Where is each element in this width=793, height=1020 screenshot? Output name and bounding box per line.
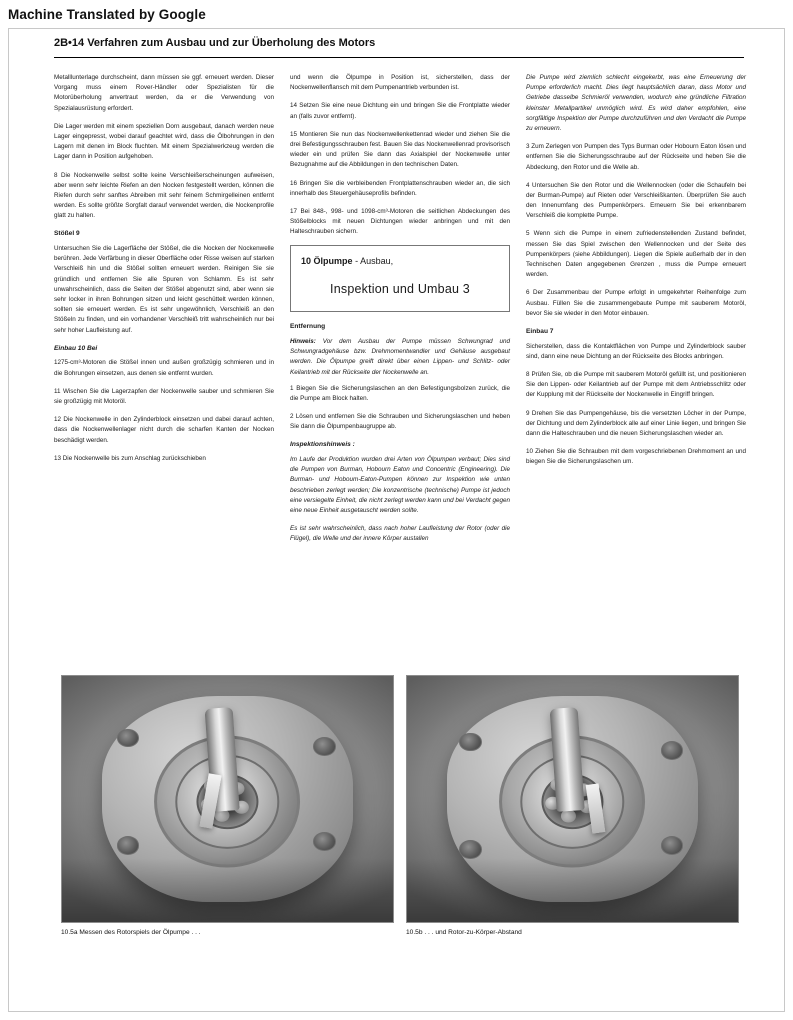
figure-10-5b [406, 675, 739, 936]
photo-shadow [407, 858, 738, 922]
bolt-hole [661, 741, 684, 760]
paragraph: 11 Wischen Sie die Lagerzapfen der Nockenwelle sauber und schmieren Sie sie großzügig mit Motoröl. [54, 387, 274, 406]
page-title: 2B•14 Verfahren zum Ausbau und zur Überholung des Motors [54, 37, 376, 49]
paragraph: Metalllunterlage durchscheint, dann müssen sie ggf. erneuert werden. Dieser Vorgang muss einem Rover-Händler oder Spezialisten für die Motorüberholung anvertraut werden, da er die Verwendung von Spezialausrüstung erfordert. [54, 74, 274, 112]
paragraph: 8 Prüfen Sie, ob die Pumpe mit sauberem Motoröl gefüllt ist, und positionieren Sie den Lippen- oder Keilantrieb auf der Pumpe mit dem Antriebsschlitz oder der Kupplung mit der Rückseite der Nockenwelle in Eingriff bringen. [526, 370, 746, 399]
paragraph: Die Lager werden mit einem speziellen Dorn ausgebaut, danach werden neue Lager eingepresst, wobei darauf geachtet wird, dass die Ölbohrungen in den Lagern mit denen im Block fluchten. Mit einem Spezialwerkzeug werden die Lager dann in Position aufgehoben. [54, 122, 274, 161]
paragraph: 6 Der Zusammenbau der Pumpe erfolgt in umgekehrter Reihenfolge zum Ausbau. Füllen Sie die zusammengebaute Pumpe mit sauberem Motoröl, bevor Sie sie wieder in den Motor einbauen. [526, 289, 746, 317]
paragraph: Im Laufe der Produktion wurden drei Arten von Ölpumpen verbaut; Dies sind die Pumpen von Burman, Hobourn Eaton und Concentric (Engineering). Die Burman- und Hoboum-Eaton-Pumpen können zur Inspektion wie unten beschrieben zerlegt werden; Die konzentrische (technische) Pumpe ist jedoch eine versiegelte Einheit, die nicht zerlegt werden kann und bei Verdacht gegen eine neue Einheit ausgetauscht werden sollte. [290, 456, 510, 515]
heading-installation: Einbau 7 [526, 327, 554, 335]
paragraph: Sicherstellen, dass die Kontaktflächen von Pumpe und Zylinderblock sauber sind, dann eine neue Dichtung an der Rückseite des Blocks anbringen. [526, 342, 746, 360]
section-heading-installation: Einbau 10 Bei [54, 344, 98, 352]
column-two [290, 73, 510, 663]
column-three [526, 73, 746, 663]
heading-inspection-note: Inspektionshinweis : [290, 441, 355, 449]
header-divider [54, 57, 744, 58]
section-title: Ölpumpe [313, 256, 353, 267]
oil-pump-photo-right [406, 675, 739, 923]
paragraph: 5 Wenn sich die Pumpe in einem zufriedenstellenden Zustand befindet, messen Sie das Spiel zwischen den Wellennocken und der Seite des Pumpenkörpers (siehe Abbildungen). Liegen die Spiele außerhalb der in den Technischen Daten angegebenen Grenzen , muss die Pumpe erneuert werden. [526, 230, 746, 279]
note-text: Vor dem Ausbau der Pumpe müssen Schwungrad und Schwungradgehäuse bzw. Drehmomentwandler und Gehäuse ausgebaut werden. Die Ölpumpe greift direkt über einen Lippen- und Schlitz- oder Keilantrieb mit der Rückseite der Nockenwelle an. [290, 337, 511, 376]
heading-removal: Entfernung [290, 323, 326, 331]
oil-pump-photo-left [61, 675, 394, 923]
rotor-lobe [560, 809, 575, 822]
section-number: 10 [301, 256, 312, 267]
paragraph: 17 Bei 848-, 998- und 1098-cm³-Motoren die seitlichen Abdeckungen des Stößelblocks mit neuen Dichtungen wieder anbringen und mit den Halteschrauben sichern. [290, 207, 510, 236]
paragraph: 1275-cm³-Motoren die Stößel innen und außen großzügig schmieren und in die Bohrungen einsetzen, aus denen sie entfernt wurden. [54, 359, 274, 377]
section-subtitle: Inspektion und Umbau 3 [330, 282, 470, 297]
bolt-hole [661, 836, 684, 855]
column-one [54, 73, 274, 663]
figure-10-5a [61, 675, 394, 936]
paragraph: Die Pumpe wird ziemlich schlecht eingekerbt, was eine Erneuerung der Pumpe erforderlich macht. Dies liegt hauptsächlich daran, dass Motor und Getriebe dasselbe Schmieröl verwenden, wodurch eine gründliche Filtration kleinster Metallpartikel unmöglich wird. Es wird daher empfohlen, eine sorgfältige Inspektion der Pumpe durchzuführen und den Verdacht die Pumpe zu erneuern. [526, 74, 746, 132]
bolt-hole [117, 729, 140, 748]
figure-row [61, 675, 739, 936]
paragraph: 2 Lösen und entfernen Sie die Schrauben und Sicherungslaschen und heben Sie dann die Ölpumpenbaugruppe ab. [290, 413, 510, 431]
figure-caption: 10.5b . . . und Rotor-zu-Körper-Abstand [406, 929, 522, 936]
bolt-hole [459, 733, 482, 752]
figure-caption: 10.5a Messen des Rotorspiels der Ölpumpe . . . [61, 929, 201, 936]
removal-note [290, 337, 510, 378]
bolt-hole [313, 737, 336, 756]
paragraph: 12 Die Nockenwelle in den Zylinderblock einsetzen und dabei darauf achten, dass die Nockenwellenlager nicht durch die scharfen Kanten der Nocken beschädigt werden. [54, 416, 274, 444]
machine-translation-banner: Machine Translated by Google [0, 0, 793, 28]
manual-page-sheet [8, 28, 785, 1012]
section-title-rest: - Ausbau, [355, 256, 394, 267]
paragraph: und wenn die Ölpumpe in Position ist, sicherstellen, dass der Nockenwellenflansch mit dem Pumpenantrieb verbunden ist. [290, 74, 510, 92]
text-columns [54, 73, 746, 663]
section-heading-taps: Stößel 9 [54, 230, 80, 238]
paragraph: 15 Montieren Sie nun das Nockenwellenkettenrad wieder und ziehen Sie die drei Befestigungsschrauben fest. Bauen Sie das Nockenwellenrad provisorisch wieder ein und prüfen Sie dann das Axialspiel der Nockenwelle unter Bezugnahme auf die Abbildungen in den technischen Daten. [290, 130, 510, 169]
bolt-hole [459, 840, 482, 859]
paragraph: 4 Untersuchen Sie den Rotor und die Wellennocken (oder die Schaufeln bei der Burman-Pumpe) auf Rieten oder Verschleißkanten. Überprüfen Sie auch den Innenumfang des Pumpenkörpers. Erneuern Sie bei erkennbarem Verschleiß die komplette Pumpe. [526, 181, 746, 220]
bolt-hole [117, 836, 140, 855]
paragraph: 8 Die Nockenwelle selbst sollte keine Verschleißerscheinungen aufweisen, aber wenn sehr leichte Riefen an den Nocken festgestellt werden, können die Riefen durch sehr sanftes Abreiben mit sehr feinem Schmirgelleinen entfernt werden. Es sollte größte Sorgfalt darauf verwendet werden, die Nockenprofile glatt zu halten. [54, 171, 274, 220]
paragraph: 13 Die Nockenwelle bis zum Anschlag zurückschieben [54, 454, 206, 462]
pump-drive-shaft [550, 707, 585, 812]
paragraph: Untersuchen Sie die Lagerfläche der Stößel, die die Nocken der Nockenwelle berühren. Jede Verfärbung in dieser Oberfläche oder Risse weisen auf starken Verschleiß hin und die Stößel sollten erneuert werden. Reinigen Sie sie gründlich und entfernen Sie alle Spuren von Schlamm. Es ist sehr unwahrscheinlich, dass die Seiten der Stößel abgenutzt sind, aber wenn sie sehr locker in ihren Bohrungen sitzen und leicht geschüttelt werden können, sollten sie erneuert werden. Es ist sehr ungewöhnlich, Verschleiß an den Stößeln zu finden, und ein vorhandener Verschleiß tritt wahrscheinlich nur bei sehr hoher Laufleistung auf. [54, 245, 274, 334]
bolt-hole [313, 832, 336, 851]
paragraph: Es ist sehr wahrscheinlich, dass nach hoher Laufleistung der Rotor (oder die Flügel), die Welle und der innere Körper austallen [290, 525, 510, 543]
photo-shadow [62, 858, 393, 922]
note-label: Hinweis: [290, 337, 316, 345]
paragraph: 10 Ziehen Sie die Schrauben mit dem vorgeschriebenen Drehmoment an und biegen Sie die Sicherungslaschen um. [526, 448, 746, 466]
paragraph: 14 Setzen Sie eine neue Dichtung ein und bringen Sie die Frontplatte wieder an (falls zuvor entfernt). [290, 102, 510, 120]
paragraph: 9 Drehen Sie das Pumpengehäuse, bis die versetzten Löcher in der Pumpe, der Dichtung und dem Zylinderblock alle auf einer Linie liegen, und bringen Sie dann die Halteschrauben und die neuen Sicherungslaschen wieder an. [526, 409, 746, 437]
paragraph: 1 Biegen Sie die Sicherungslaschen an den Befestigungsbolzen zurück, die die Pumpe am Block halten. [290, 384, 510, 402]
section-callout-box [290, 245, 510, 312]
paragraph: 16 Bringen Sie die verbleibenden Frontplattenschrauben wieder an, die sich innerhalb des Steuergehäuseprofils befinden. [290, 179, 510, 197]
paragraph: 3 Zum Zerlegen von Pumpen des Typs Burman oder Hobourn Eaton lösen und entfernen Sie die Sicherungsschraube auf der Rückseite und heben Sie die Abdeckung, den Rotor und die Welle ab. [526, 143, 746, 171]
section-number-title [301, 254, 499, 269]
